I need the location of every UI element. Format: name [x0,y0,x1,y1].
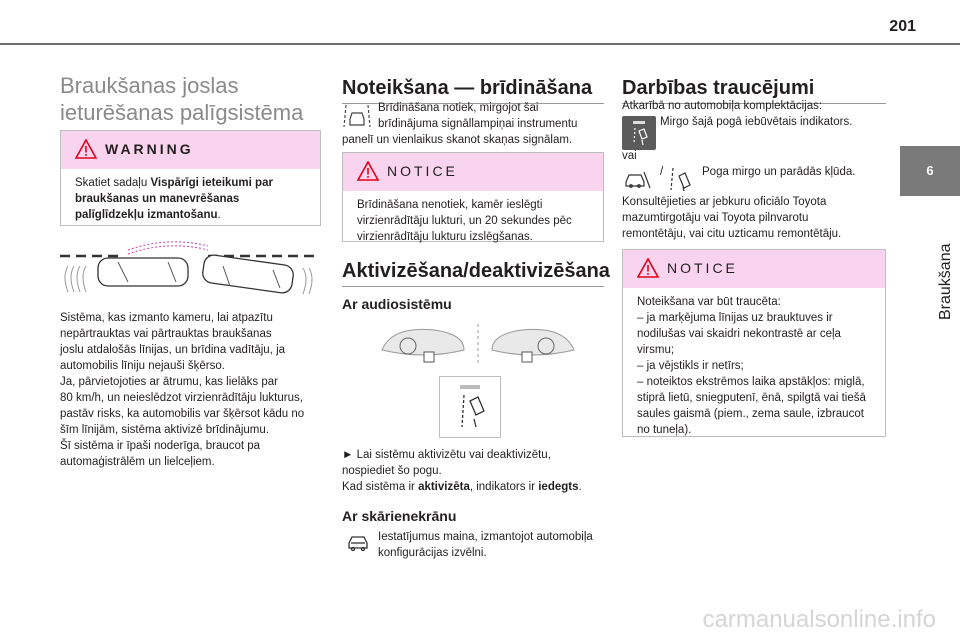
notice-box-1-text [343,191,603,255]
lane-departure-illustration [58,236,324,306]
consult-line: Konsultējieties ar jebkuru oficiālo Toyota [622,196,827,208]
column-1 [60,72,325,126]
detection-intro-a [378,100,604,132]
status-post: . [578,481,582,493]
detection-line: Brīdināšana notiek, mirgojot šai [378,102,539,114]
intro-line: automobilis līniju nejauši šķērso. [60,360,225,372]
status-activated: aktivizēta [418,481,470,493]
audio-system-title: Ar audiosistēmu [342,296,452,312]
intro-line: automaģistrālēm un lielceļiem. [60,456,215,468]
lane-assist-button-icon [440,377,500,437]
notice-line: virzienrādītāju lukturu izslēgšanas. [357,231,533,243]
notice-box-2-text [623,288,885,448]
warning-link-part-2[interactable]: braukšanas un manevrēšanas [75,193,240,205]
notice-line: saules gaismā (piem., zema saule, izbraucot [637,408,864,420]
warning-text-post: . [217,209,221,221]
press-instruction [342,447,604,495]
malfunction-title: Darbības traucējumi [622,77,815,99]
lane-assist-fault-icon [668,166,692,192]
warning-box-header [61,131,320,169]
steering-wheel-buttons-illustration [378,322,578,366]
or-text: vai [622,150,637,162]
lane-warning-lamp-icon [342,101,372,129]
warning-text-pre: Skatiet sadaļu [75,177,151,189]
malfunction-intro: Atkarībā no automobiļa komplektācijas: [622,100,823,112]
notice-box-2 [622,249,886,437]
slash-separator: / [660,166,664,178]
consult-paragraph [622,194,886,242]
notice-label: NOTICE [387,163,458,179]
touchscreen-line: Iestatījumus maina, izmantojot automobiļa [378,531,593,543]
watermark: carmanualsonline.info [702,606,936,633]
chapter-tab[interactable]: 6 [900,146,960,196]
warning-text [61,169,320,233]
notice-box-1 [342,152,604,242]
car-settings-icon [346,534,370,552]
intro-line: Šī sistēma ir īpaši noderīga, braucot pa [60,440,261,452]
status-lit: iedegts [538,481,579,493]
notice-line: – noteiktos ekstrēmos laika apstākļos: miglā, [637,376,865,388]
touchscreen-line: konfigurācijas izvēlni. [378,547,487,559]
notice-line: no tuneļa). [637,424,692,436]
touchscreen-text [378,529,604,561]
notice-line: – ja vējstikls ir netīrs; [637,360,744,372]
notice-line: virzienrādītāju lukturi, un 20 sekundes pēc [357,215,572,227]
detection-title: Noteikšana — brīdināšana [342,77,593,99]
intro-line: Sistēma, kas izmanto kameru, lai atpazītu [60,312,273,324]
notice-icon [357,161,379,181]
status-pre: Kad sistēma ir [342,481,419,493]
lane-fault-icon [622,168,652,190]
touchscreen-title: Ar skārienekrānu [342,508,457,524]
warning-icon [75,139,97,159]
press-line: ► Lai sistēmu aktivizētu vai deaktivizētu, [342,449,551,461]
consult-line: remontētāju, vai citu uzticamu remontētāju. [622,228,842,240]
header-rule [0,43,960,45]
notice-line: Brīdināšana nenotiek, kamēr ieslēgti [357,199,543,211]
notice-line: virsmu; [637,344,675,356]
warning-link-part-1[interactable]: Vispārīgi ieteikumi par [150,177,273,189]
notice-line: – ja marķējuma līnijas uz brauktuves ir [637,312,833,324]
notice-label: NOTICE [667,260,738,276]
intro-line: joslu atdalošās līnijas, un brīdina vadītāju, ja [60,344,286,356]
intro-line: Ja, pārvietojoties ar ātrumu, kas lielāks par [60,376,278,388]
intro-paragraph [60,310,325,470]
press-line: nospiediet šo pogu. [342,465,442,477]
detection-line: brīdinājuma signāllampiņai instrumentu [378,118,578,130]
notice-icon [637,258,659,278]
warning-box [60,130,321,226]
page-title-line-1: Braukšanas joslas [60,73,239,98]
status-indicator-text [342,479,604,495]
page-number: 201 [889,18,916,35]
flashing-indicator-text: Mirgo šajā pogā iebūvētais indikators. [660,116,853,128]
page-title [60,72,325,126]
intro-line: šīm līnijām, sistēma aktivizē brīdinājumu. [60,424,269,436]
intro-line: 80 km/h, un neieslēdzot virzienrādītāju lukturus, [60,392,303,404]
detection-intro-b: panelī un vienlaikus skanot skaņas signālam. [342,134,573,146]
notice-box-2-header [623,250,885,288]
notice-line: stiprā lietū, sniegputenī, ēnā, spilgtā vai tiešā [637,392,866,404]
warning-link-part-3[interactable]: palīglīdzekļu izmantošanu [75,209,218,221]
chapter-label-text: Braukšana [937,243,954,320]
warning-label: WARNING [105,141,194,157]
lane-assist-button-illustration [439,376,501,438]
fault-text: Poga mirgo un parādās kļūda. [702,166,856,178]
page-title-line-2: ieturēšanas palīgsistēma [60,100,304,125]
notice-line: Noteikšana var būt traucēta: [637,296,781,308]
activation-title-rule [342,286,604,287]
intro-line: nepārtrauktas vai pārtrauktas braukšanas [60,328,272,340]
notice-box-1-header [343,153,603,191]
flashing-button-icon [622,116,656,150]
status-mid: , indikators ir [469,481,539,493]
intro-line: pastāv risks, ka automobilis var šķērsot kādu no [60,408,305,420]
flashing-button-glyph [622,116,656,150]
notice-line: nodilušas vai skaidri nekontrastē ar ceļa [637,328,841,340]
chapter-label [915,200,954,340]
consult-line: mazumtirgotāju vai Toyota pilnvarotu [622,212,809,224]
activation-title: Aktivizēšana/deaktivizēšana [342,260,610,282]
